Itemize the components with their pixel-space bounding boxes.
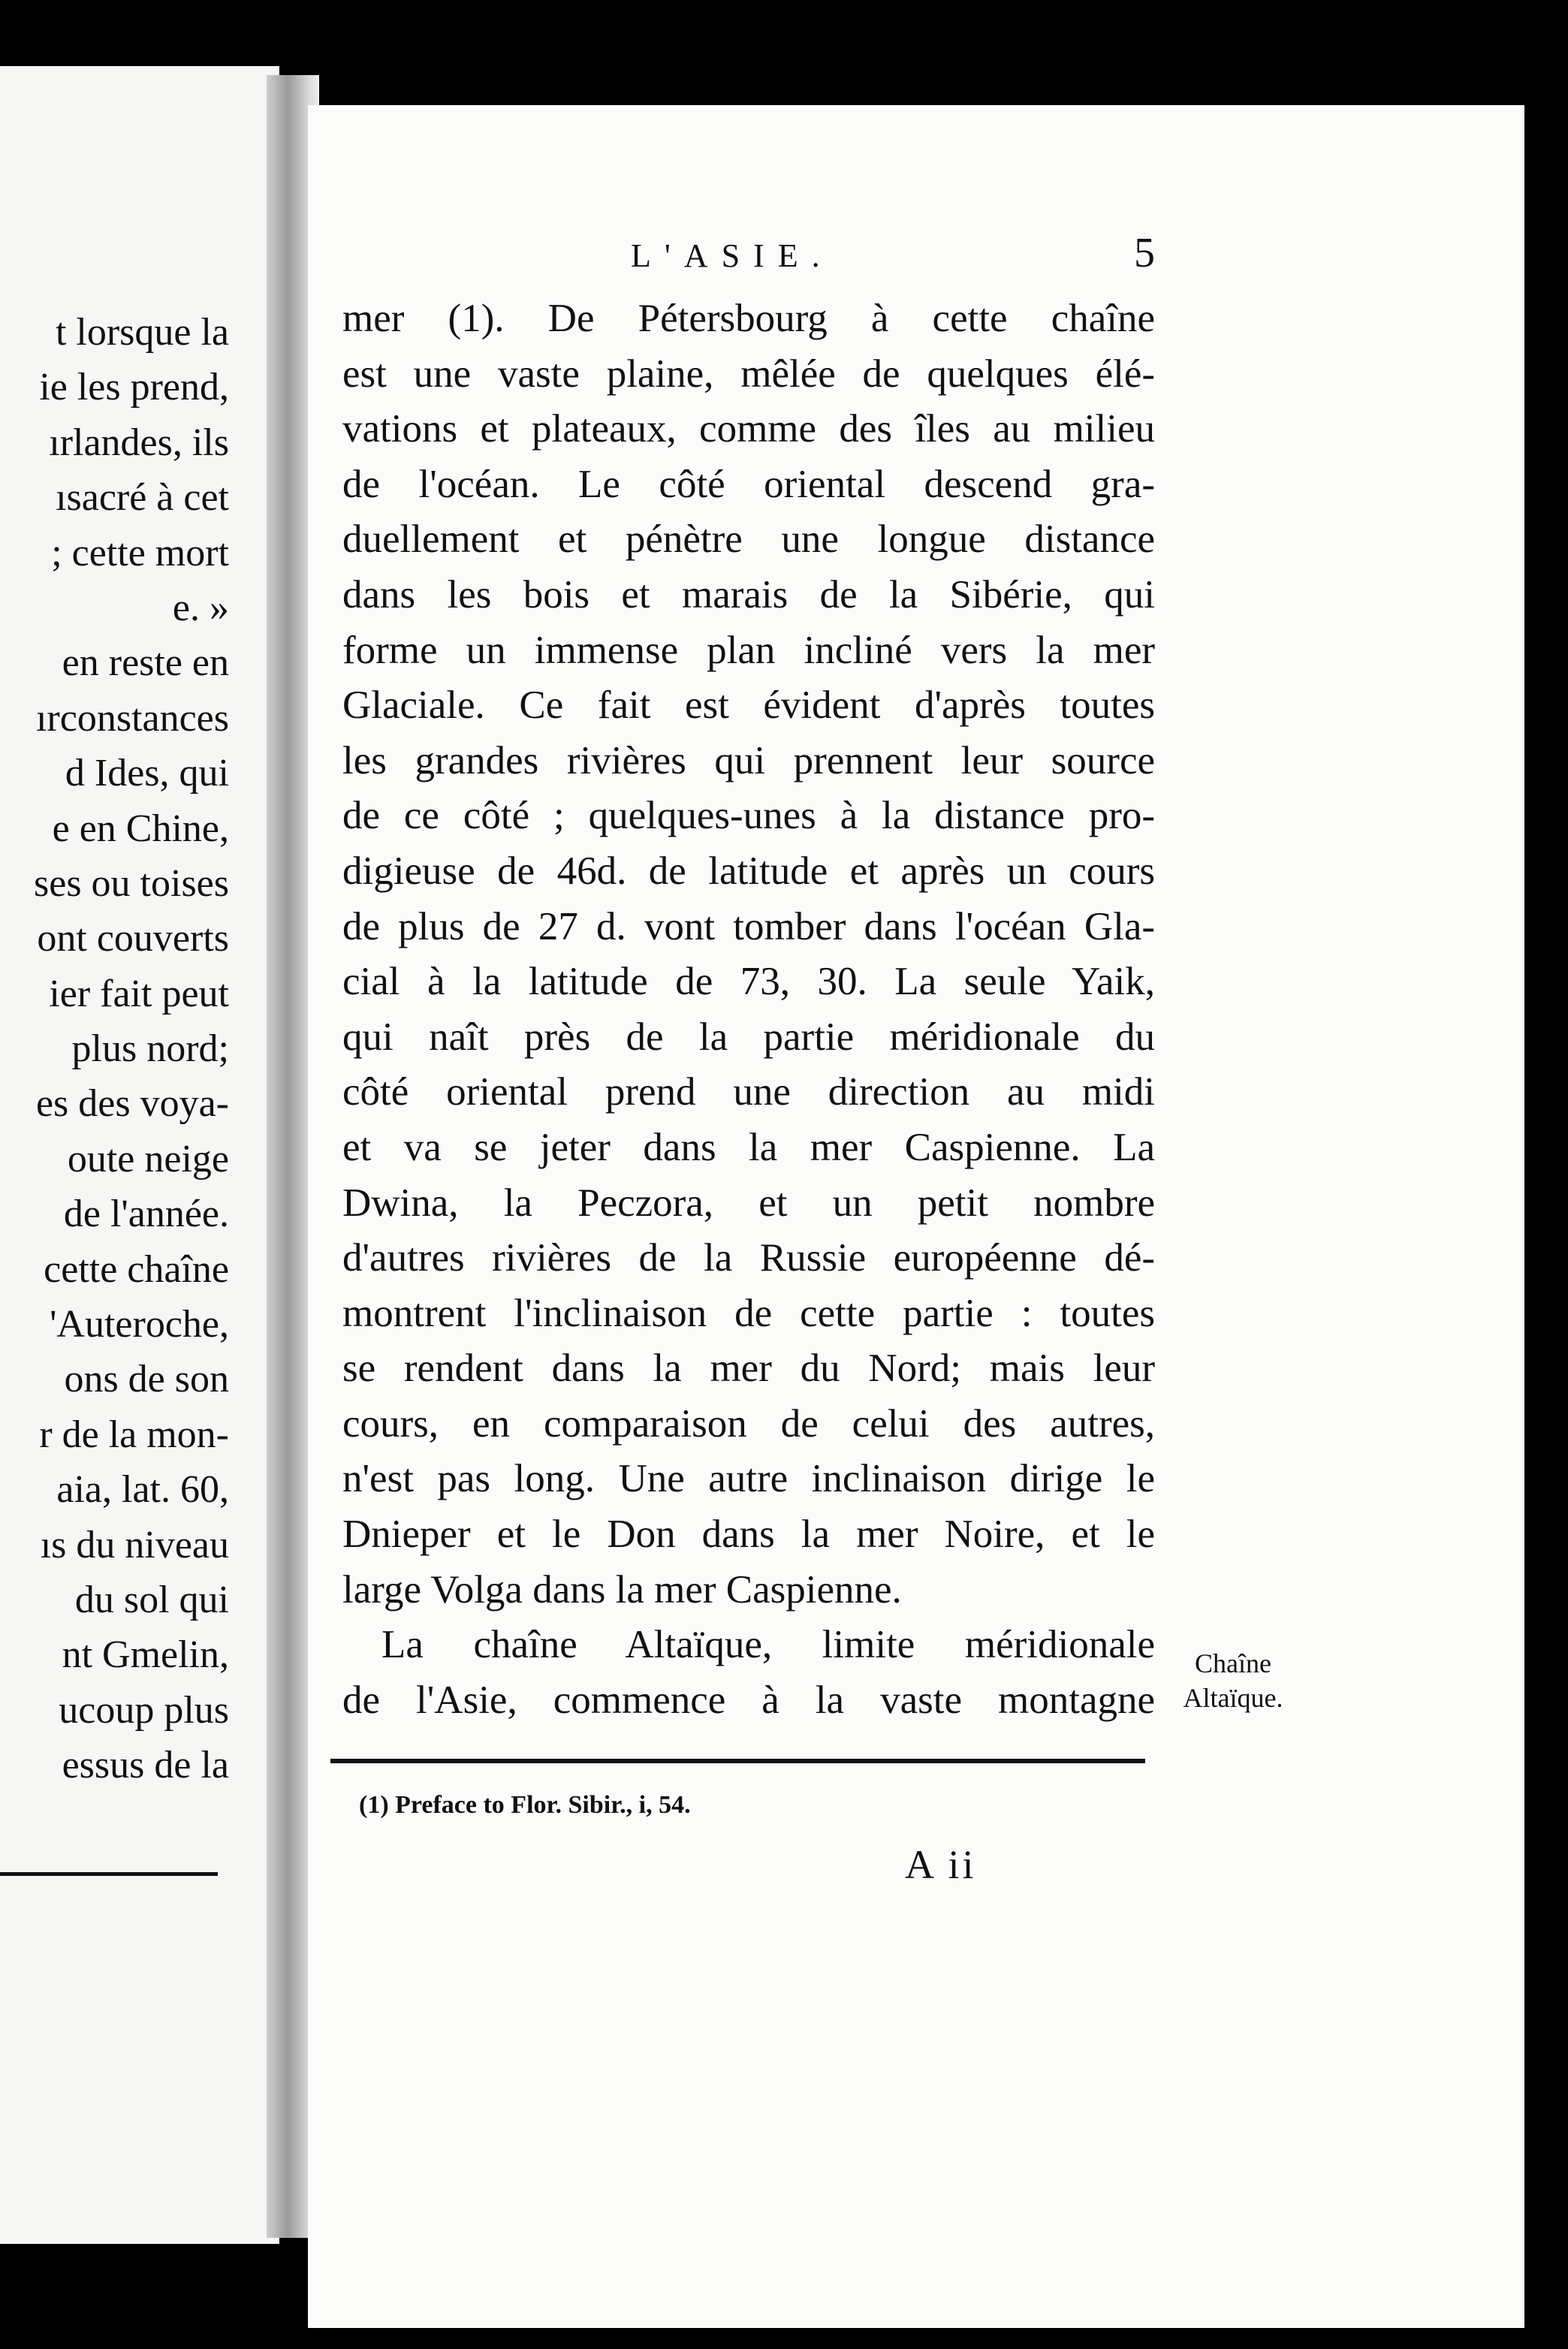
- text-line: ons de son: [64, 1358, 229, 1401]
- text-line: vations et plateaux, comme des îles au milieu: [342, 407, 1155, 451]
- text-line: cette chaîne: [44, 1247, 229, 1291]
- text-line: de l'année.: [63, 1193, 229, 1236]
- text-line: mer (1). De Pétersbourg à cette chaîne: [342, 297, 1155, 340]
- text-line: ucoup plus: [59, 1688, 229, 1732]
- text-line: ırlandes, ils: [49, 421, 229, 464]
- text-line: d'autres rivières de la Russie européenne dé-: [342, 1236, 1155, 1280]
- margin-note-line: Chaîne: [1195, 1648, 1271, 1678]
- text-line: ses ou toises: [34, 861, 229, 905]
- text-line: et va se jeter dans la mer Caspienne. La: [342, 1125, 1155, 1169]
- text-line: ısacré à cet: [56, 476, 229, 520]
- text-line: essus de la: [62, 1744, 229, 1787]
- footnote-rule: [330, 1759, 1145, 1763]
- text-line: ier fait peut: [49, 972, 229, 1015]
- text-line: es des voya-: [35, 1082, 229, 1126]
- page-number: 5: [1134, 230, 1155, 276]
- text-line: côté oriental prend une direction au midi: [342, 1070, 1155, 1114]
- text-line: de l'Asie, commence à la vaste montagne: [342, 1678, 1155, 1722]
- text-line: t lorsque la: [55, 311, 229, 354]
- footnote-rule-left: [0, 1872, 218, 1876]
- text-line: cours, en comparaison de celui des autres,: [342, 1401, 1155, 1446]
- text-line: en reste en: [62, 641, 229, 685]
- text-line: ont couverts: [37, 917, 229, 960]
- text-line: duellement et pénètre une longue distance: [342, 517, 1155, 562]
- text-line: cial à la latitude de 73, 30. La seule Yaik,: [342, 960, 1155, 1004]
- text-line: n'est pas long. Une autre inclinaison dirige le: [342, 1457, 1155, 1501]
- text-line: aia, lat. 60,: [56, 1468, 229, 1512]
- text-line: ıs du niveau: [40, 1523, 229, 1567]
- text-line: dans les bois et marais de la Sibérie, qui: [342, 572, 1155, 617]
- margin-note: [1173, 1646, 1293, 1715]
- text-line: oute neige: [67, 1137, 229, 1181]
- text-line: digieuse de 46d. de latitude et après un cours: [342, 849, 1155, 893]
- text-line: 'Auteroche,: [50, 1303, 229, 1346]
- text-line: ırconstances: [35, 696, 229, 740]
- text-line: qui naît près de la partie méridionale du: [342, 1015, 1155, 1059]
- text-line: ie les prend,: [39, 366, 229, 409]
- text-line: forme un immense plan incliné vers la mer: [342, 628, 1155, 672]
- text-line: Glaciale. Ce fait est évident d'après toutes: [342, 683, 1155, 728]
- text-line: ; cette mort: [51, 531, 229, 574]
- text-line: plus nord;: [71, 1027, 229, 1071]
- text-line: La chaîne Altaïque, limite méridionale: [381, 1623, 1155, 1667]
- text-line: Dnieper et le Don dans la mer Noire, et le: [342, 1512, 1155, 1557]
- footnote: (1) Preface to Flor. Sibir., i, 54.: [359, 1791, 691, 1819]
- signature-mark: A ii: [905, 1842, 977, 1887]
- text-line: e en Chine,: [52, 807, 229, 850]
- text-line: montrent l'inclinaison de cette partie : toutes: [342, 1291, 1155, 1335]
- text-line: du sol qui: [74, 1578, 229, 1621]
- running-head: L'ASIE.: [631, 237, 834, 274]
- text-line: est une vaste plaine, mêlée de quelques élé-: [342, 351, 1155, 396]
- text-line: nt Gmelin,: [62, 1633, 229, 1677]
- text-line: se rendent dans la mer du Nord; mais leur: [342, 1346, 1155, 1391]
- text-line: Dwina, la Peczora, et un petit nombre: [342, 1181, 1155, 1225]
- text-line: les grandes rivières qui prennent leur source: [342, 738, 1155, 782]
- text-line: d Ides, qui: [65, 752, 229, 795]
- text-line: de ce côté ; quelques-unes à la distance pro-: [342, 794, 1155, 838]
- text-line: de l'océan. Le côté oriental descend gra-: [342, 462, 1155, 506]
- text-line: de plus de 27 d. vont tomber dans l'océan Gla-: [342, 904, 1155, 948]
- facing-page-text: [0, 305, 229, 1793]
- text-line: e. »: [172, 586, 229, 629]
- margin-note-line: Altaïque.: [1183, 1683, 1283, 1713]
- text-line: large Volga dans la mer Caspienne.: [342, 1567, 902, 1612]
- facing-page-left: [0, 66, 279, 2244]
- text-line: r de la mon-: [39, 1413, 229, 1456]
- body-text: [342, 291, 1155, 1728]
